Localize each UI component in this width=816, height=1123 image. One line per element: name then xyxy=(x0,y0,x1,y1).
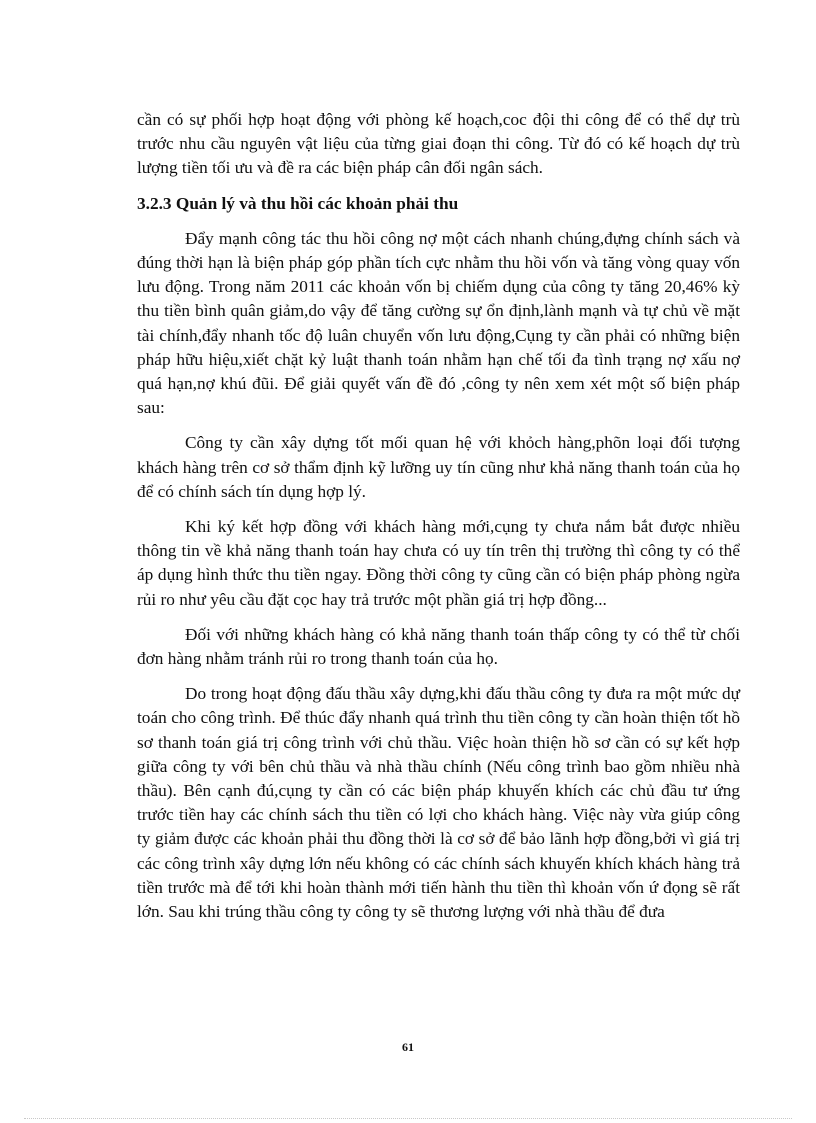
paragraph-low-solvency: Đối với những khách hàng có khả năng thanh toán thấp công ty có thể từ chối đơn hàng nhằm tránh rủi ro trong thanh toán của họ. xyxy=(137,624,740,669)
spacer xyxy=(137,612,740,623)
paragraph-intro: cần có sự phối hợp hoạt động với phòng kế hoạch,coc đội thi công để có thể dự trù trước nhu cầu nguyên vật liệu của từng giai đoạn thi công. Từ đó có kế hoạch dự trù lượng tiền tối ưu và đề ra các biện pháp cân đối ngân sách. xyxy=(137,110,740,178)
page-number: 61 xyxy=(402,1040,414,1054)
section-heading: 3.2.3 Quản lý và thu hồi các khoản phải thu xyxy=(137,193,459,213)
spacer xyxy=(137,671,740,682)
document-page xyxy=(137,108,740,924)
page-bottom-divider xyxy=(24,1118,792,1119)
spacer xyxy=(137,216,740,227)
spacer xyxy=(137,504,740,515)
paragraph-debt-collection: Đẩy mạnh công tác thu hồi công nợ một cách nhanh chúng,đựng chính sách và đúng thời hạn là biện pháp góp phần tích cực nhằm thu hồi vốn và tăng vòng quay vốn lưu động. Trong năm 2011 các khoản vốn bị chiếm dụng của công ty tăng 20,46% kỳ thu tiền bình quân giảm,do vậy để tăng cường sự ổn định,lành mạnh và tự chủ về mặt tài chính,đẩy nhanh tốc độ luân chuyển vốn lưu động,Cụng ty cần phải có những biện pháp hữu hiệu,xiết chặt kỷ luật thanh toán nhằm hạn chế tối đa tình trạng nợ xấu nợ quá hạn,nợ khú đũi. Để giải quyết vấn đề đó ,công ty nên xem xét một số biện pháp sau: xyxy=(137,228,740,418)
spacer xyxy=(137,420,740,431)
paragraph-new-customers: Khi ký kết hợp đồng với khách hàng mới,cụng ty chưa nắm bắt được nhiều thông tin về khả năng thanh toán hay chưa có uy tín trên thị trường thì công ty có thể áp dụng hình thức thu tiền ngay. Đồng thời công ty cũng cần có biện pháp phòng ngừa rủi ro như yêu cầu đặt cọc hay trả trước một phần giá trị hợp đồng... xyxy=(137,517,740,609)
paragraph-customer-relations: Công ty cần xây dựng tốt mối quan hệ với khỏch hàng,phõn loại đối tượng khách hàng trên cơ sở thẩm định kỹ lưỡng uy tín cũng như khả năng thanh toán của họ để có chính sách tín dụng hợp lý. xyxy=(137,433,740,501)
paragraph-bidding: Do trong hoạt động đấu thầu xây dựng,khi đấu thầu công ty đưa ra một mức dự toán cho công trình. Để thúc đẩy nhanh quá trình thu tiền công ty cần hoàn thiện tốt hồ sơ thanh toán giá trị công trình với chủ thầu. Việc hoàn thiện hồ sơ cần có sự kết hợp giữa công ty với bên chủ thầu và nhà thầu chính (Nếu công trình bao gồm nhiều nhà thầu). Bên cạnh đú,cụng ty cần có các biện pháp khuyến khích các chủ đầu tư ứng trước tiền hay các chính sách thu tiền có lợi cho khách hàng. Việc này vừa giúp công ty giảm được các khoản phải thu đồng thời là cơ sở để bảo lãnh hợp đồng,bởi vì giá trị các công trình xây dựng lớn nếu không có các chính sách khuyến khích khách hàng trả tiền trước mà để tới khi hoàn thành mới tiến hành thu tiền thì khoản vốn ứ đọng sẽ rất lớn. Sau khi trúng thầu công ty công ty sẽ thương lượng với nhà thầu để đưa xyxy=(137,684,740,922)
spacer xyxy=(137,181,740,192)
